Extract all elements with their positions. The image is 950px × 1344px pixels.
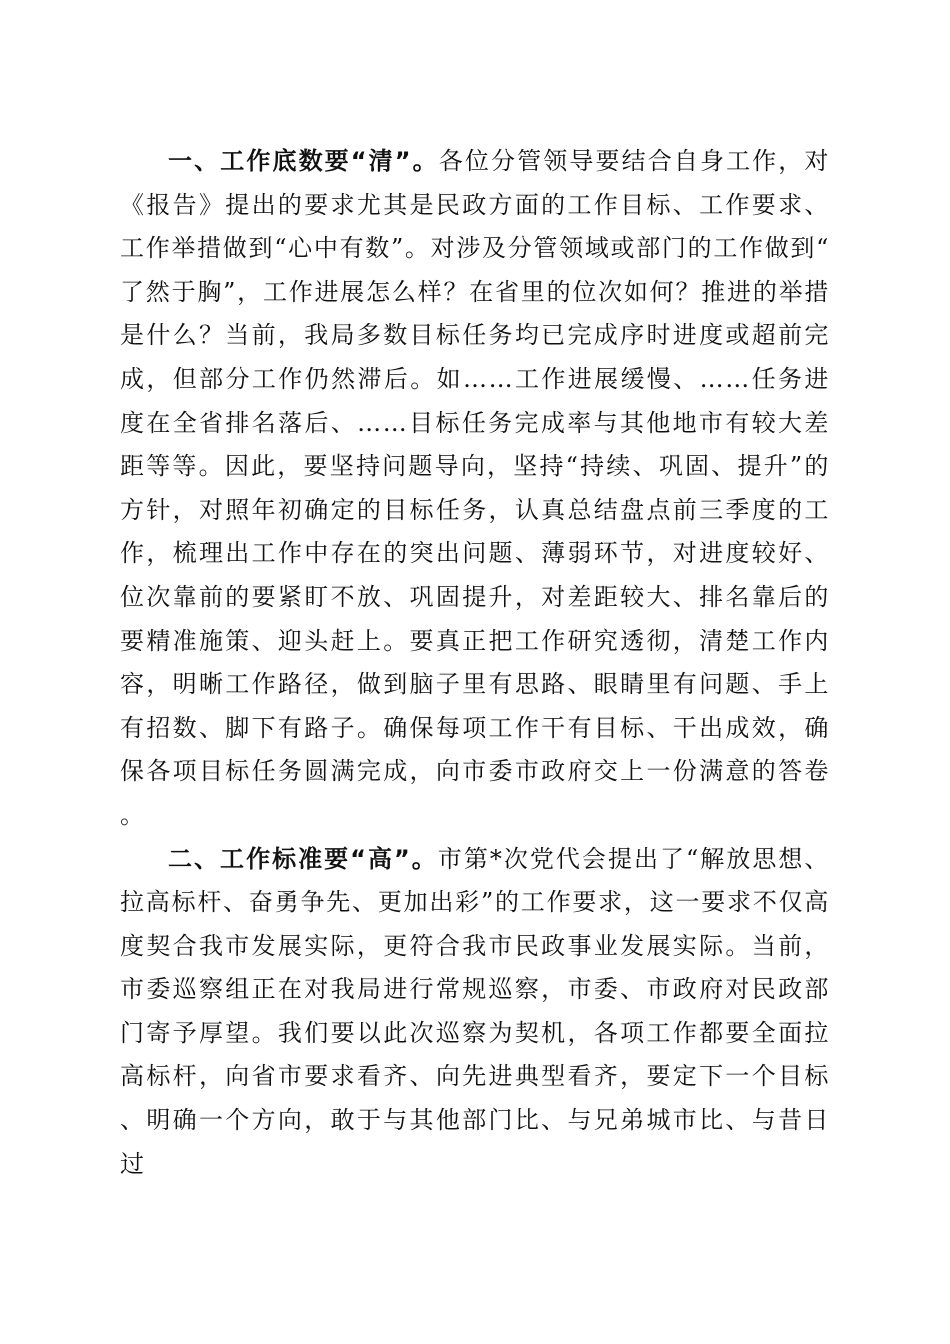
section-heading-work-baseline: 一、工作底数要“清”。 <box>168 147 439 175</box>
section-text-work-standard: 市第*次党代会提出了“解放思想、拉高标杆、奋勇争先、更加出彩”的工作要求，这一要求不仅高度契合我市发展实际，更符合我市民政事业发展实际。当前，市委巡察组正在对我局进行常规巡察，市委、市政府对民政部门寄予厚望。我们要以此次巡察为契机，各项工作都要全面拉高标杆，向省市要求看齐、向先进典型看齐，要定下一个目标、明确一个方向，敢于与其他部门比、与兄弟城市比、与昔日过 <box>120 844 830 1178</box>
paragraph-work-standard <box>120 838 830 1187</box>
document-body <box>120 140 830 1186</box>
paragraph-work-baseline <box>120 140 830 838</box>
section-text-work-baseline: 各位分管领导要结合自身工作，对《报告》提出的要求尤其是民政方面的工作目标、工作要求、工作举措做到“心中有数”。对涉及分管领域或部门的工作做到“了然于胸”，工作进展怎么样？在省里的位次如何？推进的举措是什么？当前，我局多数目标任务均已完成序时进度或超前完成，但部分工作仍然滞后。如……工作进展缓慢、……任务进度在全省排名落后、……目标任务完成率与其他地市有较大差距等等。因此，要坚持问题导向，坚持“持续、巩固、提升”的方针，对照年初确定的目标任务，认真总结盘点前三季度的工作，梳理出工作中存在的突出问题、薄弱环节，对进度较好、位次靠前的要紧盯不放、巩固提升，对差距较大、排名靠后的要精准施策、迎头赶上。要真正把工作研究透彻，清楚工作内容，明晰工作路径，做到脑子里有思路、眼睛里有问题、手上有招数、脚下有路子。确保每项工作干有目标、干出成效，确保各项目标任务圆满完成，向市委市政府交上一份满意的答卷。 <box>120 147 831 829</box>
section-heading-work-standard: 二、工作标准要“高”。 <box>168 844 438 873</box>
